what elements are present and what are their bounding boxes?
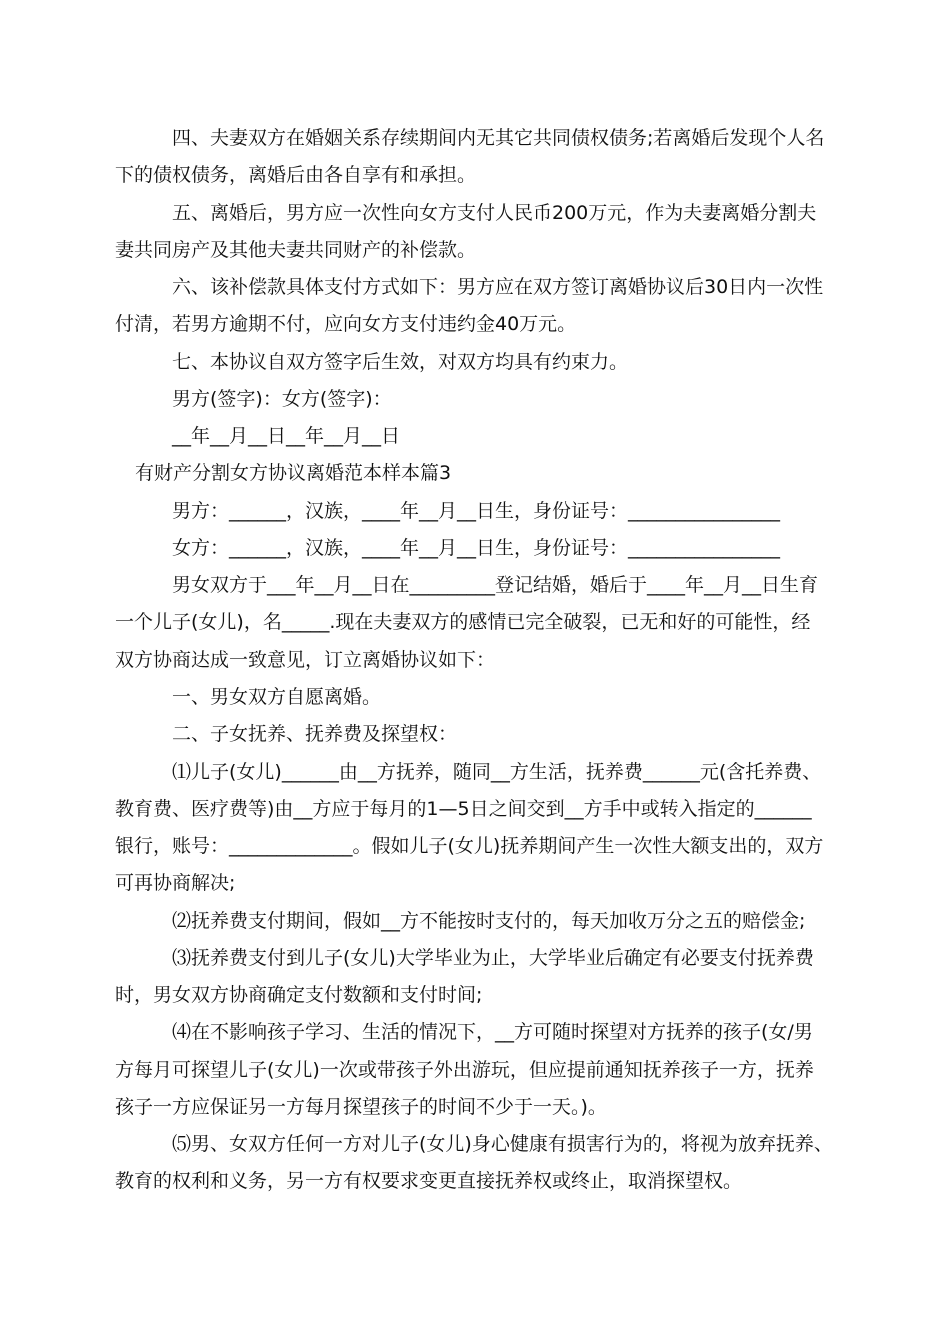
paragraph-line: 双方协商达成一致意见，订立离婚协议如下：: [115, 649, 496, 671]
party-info-line: 女方：______，汉族，____年__月__日生，身份证号：________________: [172, 537, 781, 559]
paragraph-line: 可再协商解决;: [115, 872, 236, 894]
paragraph-line: 孩子一方应保证另一方每月探望孩子的时间不少于一天。)。: [115, 1096, 607, 1118]
paragraph-line: ⑴儿子(女儿)______由__方抚养，随同__方生活，抚养费______元(含托养费、: [172, 761, 822, 783]
paragraph-line: 教育费、医疗费等)由__方应于每月的1—5日之间交到__方手中或转入指定的______: [115, 798, 812, 820]
paragraph-line: 方每月可探望儿子(女儿)一次或带孩子外出游玩，但应提前通知抚养孩子一方，抚养: [115, 1059, 814, 1081]
section-title: 有财产分割女方协议离婚范本样本篇3: [135, 462, 452, 484]
paragraph-line: 下的债权债务，离婚后由各自享有和承担。: [115, 164, 477, 186]
paragraph-line: 六、该补偿款具体支付方式如下：男方应在双方签订离婚协议后30日内一次性: [172, 276, 824, 298]
paragraph-line: 时，男女双方协商确定支付数额和支付时间;: [115, 984, 483, 1006]
paragraph-line: 七、本协议自双方签字后生效，对双方均具有约束力。: [172, 351, 629, 373]
paragraph-line: 一个儿子(女儿)，名_____.现在夫妻双方的感情已完全破裂，已无和好的可能性，经: [115, 611, 811, 633]
date-line: __年__月__日__年__月__日: [172, 425, 401, 447]
signature-line: 男方(签字)：女方(签字)：: [172, 388, 392, 410]
paragraph-line: 付清，若男方逾期不付，应向女方支付违约金40万元。: [115, 313, 577, 335]
paragraph-line: 教育的权利和义务，另一方有权要求变更直接抚养权或终止，取消探望权。: [115, 1170, 743, 1192]
paragraph-line: ⑵抚养费支付期间，假如__方不能按时支付的，每天加收万分之五的赔偿金;: [172, 910, 806, 932]
paragraph-line: 银行，账号：_____________。假如儿子(女儿)抚养期间产生一次性大额支出的，双方: [115, 835, 824, 857]
paragraph-line: 二、子女抚养、抚养费及探望权：: [172, 723, 458, 745]
paragraph-line: ⑸男、女双方任何一方对儿子(女儿)身心健康有损害行为的，将视为放弃抚养、: [172, 1133, 833, 1155]
paragraph-line: ⑶抚养费支付到儿子(女儿)大学毕业为止，大学毕业后确定有必要支付抚养费: [172, 947, 814, 969]
paragraph-line: 四、夫妻双方在婚姻关系存续期间内无其它共同债权债务;若离婚后发现个人名: [172, 127, 825, 149]
party-info-line: 男方：______，汉族，____年__月__日生，身份证号：________________: [172, 500, 781, 522]
paragraph-line: 妻共同房产及其他夫妻共同财产的补偿款。: [115, 239, 477, 261]
paragraph-line: 男女双方于___年__月__日在_________登记结婚，婚后于____年__月__日生育: [172, 574, 819, 596]
paragraph-line: ⑷在不影响孩子学习、生活的情况下，__方可随时探望对方抚养的孩子(女/男: [172, 1021, 813, 1043]
paragraph-line: 五、离婚后，男方应一次性向女方支付人民币200万元，作为夫妻离婚分割夫: [172, 202, 817, 224]
paragraph-line: 一、男女双方自愿离婚。: [172, 686, 382, 708]
